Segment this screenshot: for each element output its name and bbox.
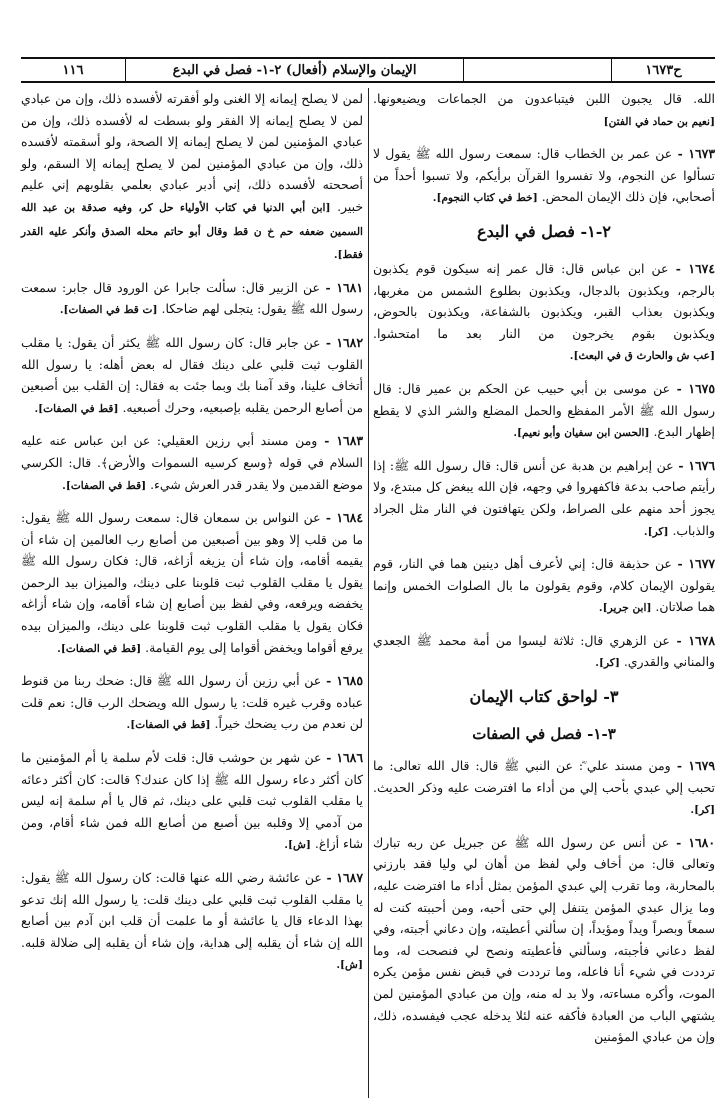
hadith-entry-1674: ١٦٧٤ - عن ابن عباس قال: قال عمر إنه سيكون قوم يكذبون بالرجم، ويكذبون بالدجال، ويكذبون بطلوع الشمس من مغربها، ويكذبون بعذاب القبر، ويكذبون بالشفاعة، ويكذبون بالحوض، ويكذبون بقوم يخرجون من النار بعد ما امتحشوا. [عب ش والحارث ق في البعث]. bbox=[373, 260, 715, 363]
entry-source: [الحسن ابن سفيان وأبو نعيم]. bbox=[513, 427, 650, 440]
hadith-entry-1677: ١٦٧٧ - عن حذيفة قال: إني لأعرف أهل دينين هما في النار، قوم يقولون الإيمان كلام، وقوم يقولون ما بال الصلوات الخمس وإنما هما صلاتان. [ابن جرير]. bbox=[373, 556, 716, 615]
entry-number: ١٦٨٤ bbox=[336, 510, 363, 526]
hadith-entry-1683: ١٦٨٣ - ومن مسند أبي رزين العقيلي: عن ابن عباس عنه عليه السلام في قوله ﴿وسع كرسيه السموات والأرض﴾. قال: الكرسي موضع القدمين ولا يقدر قدر العرش شيء. [قط في الصفات]. bbox=[21, 433, 364, 492]
entry-text: عن إبراهيم بن هدبة عن أنس قال: قال رسول الله ﷺ: إذا رأيتم صاحب بدعة فاكفهروا في وجهه، فإن الله يبغض كل مبتدع، ولا يجوز أحد منهم على الصراط، ولكن يتهافتون في النار مثل الجراد والذباب. bbox=[373, 457, 715, 538]
entry-text: عن شهر بن حوشب قال: قلت لأم سلمة يا أم المؤمنين ما كان أكثر دعاء رسول الله ﷺ إذا كان عندك؟ قالت: كان أكثر دعائه يا مقلب القلوب ثبت قلبي على دينك، ثم قال يا أم سلمة إنه ليس من آدمي إلا وقلبه بين أصبع من أصابع الله فمن شاء أقام، ومن شاء أزاغ. bbox=[21, 750, 363, 852]
entry-number: ١٦٨٢ bbox=[336, 334, 363, 350]
entry-source: [قط في الصفات]. bbox=[57, 642, 142, 655]
entry-text: الله. قال يجبون اللبن فيتباعدون من الجماعات ويضيعونها. bbox=[373, 91, 715, 106]
entry-source: [ابن جرير]. bbox=[598, 602, 652, 615]
entry-number: ١٦٨٧ bbox=[336, 870, 363, 885]
entry-text: عن عمر بن الخطاب قال: سمعت رسول الله ﷺ يقول لا تسألوا عن النجوم، ولا تفسروا القرآن برأيكم، ولا تسبوا أحداً من أصحابي، فإن ذلك الإيمان المحض. bbox=[373, 146, 715, 205]
entry-source: [قط في الصفات]. bbox=[34, 402, 119, 415]
hadith-entry-1680-continued bbox=[21, 88, 363, 267]
hadith-entry-1686: ١٦٨٦ - عن شهر بن حوشب قال: قلت لأم سلمة يا أم المؤمنين ما كان أكثر دعاء رسول الله ﷺ إذا كان عندك؟ قالت: كان أكثر دعائه يا مقلب القلوب ثبت قلبي على دينك، ثم قال يا أم سلمة إنه ليس من آدمي إلا وقلبه بين أصبع من أصابع الله فمن شاء أقام، ومن شاء أزاغ. [ش]. bbox=[21, 750, 363, 852]
chapter-heading-lawahiq: ٣- لواحق كتاب الإيمان bbox=[469, 687, 619, 707]
hadith-entry-1680: ١٦٨٠ - عن أنس عن رسول الله ﷺ عن جبريل عن ربه تبارك وتعالى قال: من أخاف ولي لفظ من أهان لي وليا فقد بارزني بالمحاربة، وما تقرب إلي عبدي المؤمن بمثل أداء ما افترضت عليه، وما يزال عبدي المؤمن يتنفل إلي حتى أحبه، ومن أحببته كنت له سمعاً وبصراً ويداً ومؤيداً، إن سألني أعطيته، وإن دعاني أجبته، وفي لفظ دعاني فأجبته، وسألني فأعطيته ونصح لي فنصحت له، وما ترددت في شيء أنا فاعله، وما ترددت في قبض نفس مؤمن يكره الموت، وأكره مساءته، ولا بد له منه، وإن من عبادي المؤمنين لمن يشتهي الباب من العبادة فأكفه عنه لئلا يدخله عجب فيفسده، ذلك، وإن من عبادي المؤمنين bbox=[373, 834, 715, 1045]
entry-number: ١٦٧٨ bbox=[688, 632, 715, 648]
entry-number: ١٦٨١ bbox=[336, 279, 363, 295]
hadith-entry-1687: ١٦٨٧ - عن عائشة رضي الله عنها قالت: كان رسول الله ﷺ يقول: يا مقلب القلوب ثبت قلبي على دينك قلت: يا رسول الله إنك تدعو بهذا الدعاء قال يا عائشة أو ما علمت أن قلب ابن آدم بين أصابع الله إن شاء أن يقلبه إلى هداية، وإن شاء أن يقلبه إلى ضلالة قلبه. [ش]. bbox=[21, 870, 363, 972]
entry-text: عن جابر قال: كان رسول الله ﷺ يكثر أن يقول: يا مقلب القلوب ثبت قلبي على دينك فقال له بعض أهله: يا رسول الله أتخاف علينا، وقد آمنا بك وبما جئت به فقال: إن القلب بين أصبعين من أصابع الرحمن يقلبه بإصبعيه، وحرك أصبعيه. bbox=[21, 334, 363, 415]
entry-text: عن الزبير قال: سألت جابرا عن الورود قال جابر: سمعت رسول الله ﷺ يقول: يتجلى لهم ضاحكا. bbox=[21, 279, 363, 317]
entry-text: لمن لا يصلح إيمانه إلا الغنى ولو أفقرته لأفسده ذلك، وإن من عبادي لمن لا يصلح إيمانه إلا الفقر ولو بسطت له لأفسده ذلك، وإن من عبادي المؤمنين لمن لا يصلح إيمانه إلا الصحة، ولو أسقمته لأفسده ذلك، وإن من عبادي المؤمنين لمن لا يصلح إيمانه إلا السقم، ولو أصححته لأفسده ذلك، إني أدبر عبادي بعلمي بقلوبهم إني عليم خبير. bbox=[21, 91, 363, 214]
hadith-entry-1678: ١٦٧٨ - عن الزهري قال: ثلاثة ليسوا من أمة محمد ﷺ الجعدي والمناني والقدري. [كر]. bbox=[373, 632, 715, 670]
hadith-entry-1681: ١٦٨١ - عن الزبير قال: سألت جابرا عن الورود قال جابر: سمعت رسول الله ﷺ يقول: يتجلى لهم ضاحكا. [ت قط في الصفات]. bbox=[21, 279, 363, 317]
entry-source: [خط في كتاب النجوم]. bbox=[432, 192, 538, 205]
header-hadith-ref: ح١٦٧٣ bbox=[611, 59, 715, 81]
page-header bbox=[21, 57, 715, 83]
entry-number: ١٦٧٧ bbox=[688, 556, 716, 572]
hadith-entry-1679: ١٦٧٩ - ومن مسند علي ؓ: عن النبي ﷺ قال: قال الله تعالى: ما تحبب إلي عبدي بأحب إلي من أداء ما افترضت عليه وذكر الحديث. [كر]. bbox=[373, 758, 715, 817]
entry-source: [كر]. bbox=[690, 804, 715, 817]
column-divider bbox=[368, 88, 369, 1098]
entry-number: ١٦٧٩ bbox=[688, 758, 715, 774]
entry-number: ١٦٨٥ bbox=[336, 673, 363, 689]
entry-number: ١٦٨٠ bbox=[688, 834, 715, 850]
entry-text: عن الزهري قال: ثلاثة ليسوا من أمة محمد ﷺ الجعدي والمناني والقدري. bbox=[373, 632, 715, 670]
hadith-entry-1673: ١٦٧٣ - عن عمر بن الخطاب قال: سمعت رسول الله ﷺ يقول لا تسألوا عن النجوم، ولا تفسروا القرآن برأيكم، ولا تسبوا أحداً من أصحابي، فإن ذلك الإيمان المحض. [خط في كتاب النجوم]. bbox=[373, 146, 715, 205]
section-heading-bida: ٢-١- فصل في البدع bbox=[477, 221, 611, 241]
entry-text: عن ابن عباس قال: قال عمر إنه سيكون قوم يكذبون بالرجم، ويكذبون بالدجال، ويكذبون بطلوع الشمس من مغربها، ويكذبون بعذاب القبر، ويكذبون بالشفاعة، ويكذبون بالحوض، ويكذبون بقوم يخرجون من النار بعد ما امتحشوا. bbox=[373, 260, 715, 341]
entry-source: [ش]. bbox=[284, 839, 311, 852]
hadith-entry-1676: ١٦٧٦ - عن إبراهيم بن هدبة عن أنس قال: قال رسول الله ﷺ: إذا رأيتم صاحب بدعة فاكفهروا في وجهه، فإن الله يبغض كل مبتدع، ولا يجوز أحد منهم على الصراط، ولكن يتهافتون في النار مثل الجراد والذباب. [كر]. bbox=[373, 457, 715, 538]
entry-source: [قط في الصفات]. bbox=[126, 719, 211, 732]
entry-text: ومن مسند علي ؓ: عن النبي ﷺ قال: قال الله تعالى: ما تحبب إلي عبدي بأحب إلي من أداء ما افترضت عليه وذكر الحديث. bbox=[373, 758, 715, 795]
section-heading-sifat: ٣-١- فصل في الصفات bbox=[472, 725, 616, 744]
entry-text: ومن مسند أبي رزين العقيلي: عن ابن عباس عنه عليه السلام في قوله ﴿وسع كرسيه السموات والأرض﴾. قال: الكرسي موضع القدمين ولا يقدر قدر العرش شيء. bbox=[21, 433, 363, 492]
entry-text: عن النواس بن سمعان قال: سمعت رسول الله ﷺ يقول: ما من قلب إلا وهو بين أصبعين من أصابع رب العالمين إن شاء أن يقيمه أقامه، وإن شاء أن يزيغه أزاغه، قال: فكان رسول الله ﷺ يقول يا مقلب القلوب ثبت قلوبنا على دينك، والميزان بيد الرحمن يخفضه ويرفعه، وفي لفظ بين أصابع إن شاء أقامه، وإن شاء أزاغه فكان يقول يا مقلب القلوب ثبت قلوبنا على دينك، والميزان بيده يرفع أقواما ويخفض أقواما إلى يوم القيامة. bbox=[21, 510, 363, 655]
hadith-entry-1675: ١٦٧٥ - عن موسى بن أبي حبيب عن الحكم بن عمير قال: قال رسول الله ﷺ الأمر المفظع والحمل المضلع والشر الذي لا يقطع إظهار البدع. [الحسن ابن سفيان وأبو نعيم]. bbox=[373, 380, 715, 440]
entry-text: عن موسى بن أبي حبيب عن الحكم بن عمير قال: قال رسول الله ﷺ الأمر المفظع والحمل المضلع والشر الذي لا يقطع إظهار البدع. bbox=[373, 380, 715, 440]
entry-number: ١٦٨٦ bbox=[336, 750, 363, 766]
entry-number: ١٦٨٣ bbox=[336, 433, 364, 449]
entry-source: [ت قط في الصفات]. bbox=[59, 304, 158, 317]
hadith-entry-continued bbox=[373, 88, 715, 133]
entry-number: ١٦٧٣ bbox=[688, 146, 715, 162]
entry-source: [نعيم بن حماد في الفتن] bbox=[603, 115, 715, 128]
entry-source: [عب ش والحارث ق في البعث]. bbox=[569, 350, 715, 363]
header-page-number: ١١٦ bbox=[62, 62, 84, 78]
hadith-entry-1682: ١٦٨٢ - عن جابر قال: كان رسول الله ﷺ يكثر أن يقول: يا مقلب القلوب ثبت قلبي على دينك فقال له بعض أهله: يا رسول الله أتخاف علينا، وقد آمنا بك وبما جئت به فقال: إن القلب بين أصبعين من أصابع الرحمن يقلبه بإصبعيه، وحرك أصبعيه. [قط في الصفات]. bbox=[21, 334, 363, 415]
header-title: الإيمان والإسلام (أفعال) ٢-١- فصل في البدع bbox=[125, 59, 463, 81]
entry-source: [قط في الصفات]. bbox=[62, 479, 147, 492]
entry-number: ١٦٧٥ bbox=[688, 380, 715, 396]
entry-text: عن عائشة رضي الله عنها قالت: كان رسول الله ﷺ يقول: يا مقلب القلوب ثبت قلبي على دينك قلت: يا رسول الله إنك تدعو بهذا الدعاء قال يا عائشة أو ما علمت أن قلب ابن آدم بين أصابع الله إن شاء أن يقلبه إلى هداية، وإن شاء أن يقلبه إلى ضلالة قلبه. bbox=[21, 870, 363, 950]
hadith-entry-1685: ١٦٨٥ - عن أبي رزين أن رسول الله ﷺ قال: ضحك ربنا من قنوط عباده وقرب غيره قلت: يا رسول الله ويضحك الرب قال: نعم قلت لن نعدم من رب يضحك خيراً. [قط في الصفات]. bbox=[21, 673, 363, 732]
entry-text: عن أنس عن رسول الله ﷺ عن جبريل عن ربه تبارك وتعالى قال: من أخاف ولي لفظ من أهان لي وليا فقد بارزني بالمحاربة، وما تقرب إلي عبدي المؤمن بمثل أداء ما افترضت عليه، وما يزال عبدي المؤمن يتنفل إلي حتى أحبه، ومن أحببته كنت له سمعاً وبصراً ويداً ومؤيداً، إن سألني أعطيته، وإن دعاني أجبته، وفي لفظ دعاني فأجبته، وسألني فأعطيته ونصح لي فنصحت له، وما ترددت في شيء أنا فاعله، وما ترددت في قبض نفس مؤمن يكره الموت، وأكره مساءته، ولا بد له منه، وإن من عبادي المؤمنين لمن يشتهي الباب من العبادة فأكفه عنه لئلا يدخله عجب فيفسده، ذلك، وإن من عبادي المؤمنين bbox=[373, 834, 715, 1045]
right-column bbox=[373, 88, 715, 1058]
entry-text: عن حذيفة قال: إني لأعرف أهل دينين هما في النار، قوم يقولون الإيمان كلام، وقوم يقولون ما بال الصلوات الخمس وإنما هما صلاتان. bbox=[373, 556, 715, 615]
entry-source: [ابن أبي الدنيا في كتاب الأولياء حل كر، وفيه صدقة بن عبد الله السمين ضعفه حم خ ن قط وقال أبو حاتم محله الصدق وأنكر عليه القدر فقط]. bbox=[21, 201, 363, 262]
entry-text: عن أبي رزين أن رسول الله ﷺ قال: ضحك ربنا من قنوط عباده وقرب غيره قلت: يا رسول الله ويضحك الرب قال: نعم قلت لن نعدم من رب يضحك خيراً. bbox=[21, 673, 363, 732]
entry-number: ١٦٧٦ bbox=[688, 457, 715, 473]
header-spacer bbox=[463, 59, 611, 81]
hadith-entry-1684: ١٦٨٤ - عن النواس بن سمعان قال: سمعت رسول الله ﷺ يقول: ما من قلب إلا وهو بين أصبعين من أصابع رب العالمين إن شاء أن يقيمه أقامه، وإن شاء أن يزيغه أزاغه، قال: فكان رسول الله ﷺ يقول يا مقلب القلوب ثبت قلوبنا على دينك، والميزان بيد الرحمن يخفضه ويرفعه، وفي لفظ بين أصابع إن شاء أقامه، وإن شاء أزاغه فكان يقول يا مقلب القلوب ثبت قلوبنا على دينك، والميزان بيده يرفع أقواما ويخفض أقواما إلى يوم القيامة. [قط في الصفات]. bbox=[21, 510, 363, 655]
entry-source: [ش]. bbox=[336, 959, 363, 972]
entry-number: ١٦٧٤ bbox=[688, 260, 715, 276]
entry-source: [كر]. bbox=[643, 525, 669, 538]
entry-source: [كر]. bbox=[595, 657, 620, 670]
left-column bbox=[21, 88, 363, 987]
